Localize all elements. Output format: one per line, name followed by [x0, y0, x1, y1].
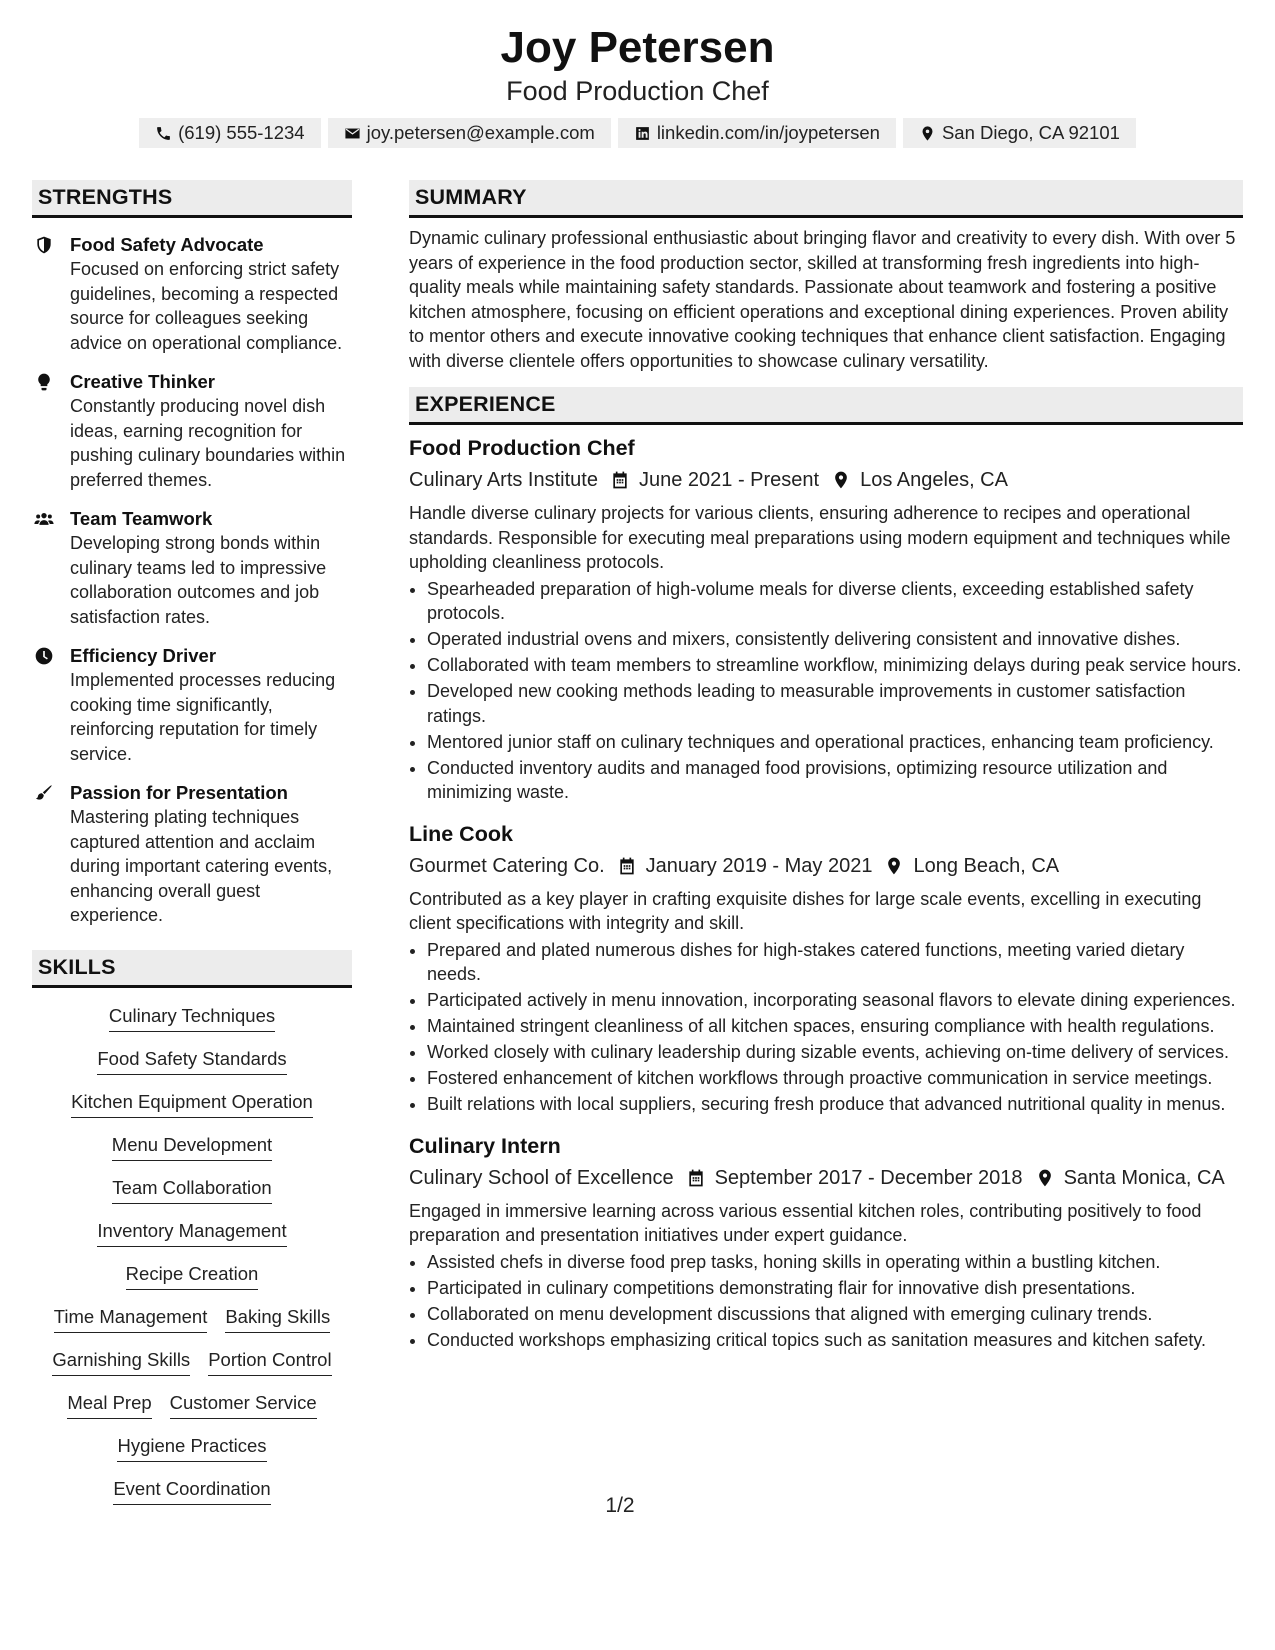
strength-title: Team Teamwork	[70, 508, 213, 529]
job-meta	[409, 1163, 1243, 1193]
strength-title: Passion for Presentation	[70, 782, 288, 803]
contact-phone[interactable]	[139, 118, 321, 148]
skill-tag: Team Collaboration	[112, 1176, 271, 1204]
map-pin-icon	[831, 470, 851, 490]
strength-text: Developing strong bonds within culinary teams led to impressive collaboration outcomes and job satisfaction rates.	[70, 533, 327, 627]
strength-item	[32, 369, 352, 492]
contact-phone-text: (619) 555-1234	[178, 122, 305, 143]
skill-tag: Time Management	[54, 1305, 208, 1333]
strength-item	[32, 643, 352, 766]
list-item: • Collaborated on menu development discussions that aligned with emerging culinary trends.	[427, 1302, 1243, 1327]
skill-tag: Portion Control	[208, 1348, 331, 1376]
job-entry	[409, 1131, 1243, 1353]
job-bullets	[409, 1250, 1243, 1353]
strength-text: Mastering plating techniques captured attention and acclaim during important catering events, enhancing overall guest experience.	[70, 807, 333, 925]
job-title: Line Cook	[409, 821, 513, 846]
job-company: Culinary School of Excellence	[409, 1166, 674, 1189]
skill-tag: Baking Skills	[225, 1305, 330, 1333]
skill-tag: Garnishing Skills	[52, 1348, 190, 1376]
strengths-heading: STRENGTHS	[32, 180, 352, 218]
calendar-icon	[610, 470, 630, 490]
right-column	[409, 180, 1243, 1354]
job-entry	[409, 433, 1243, 805]
job-bullets	[409, 938, 1243, 1117]
job-title: Food Production Chef	[409, 436, 635, 460]
strength-title: Food Safety Advocate	[70, 234, 264, 255]
resume-header	[0, 22, 1275, 148]
map-pin-icon	[1035, 1168, 1055, 1188]
linkedin-icon	[634, 125, 651, 142]
job-location: Long Beach, CA	[913, 854, 1060, 877]
job-bullets	[409, 577, 1243, 805]
skills-list	[32, 1004, 352, 1505]
contact-location	[903, 118, 1136, 148]
list-item: • Assisted chefs in diverse food prep tasks, honing skills in operating within a bustling kitchen.	[427, 1250, 1243, 1275]
phone-icon	[155, 125, 172, 142]
strength-item	[32, 780, 352, 928]
skill-tag: Meal Prep	[67, 1391, 151, 1419]
map-pin-icon	[884, 856, 904, 876]
skill-tag: Kitchen Equipment Operation	[71, 1090, 313, 1118]
contact-location-text: San Diego, CA 92101	[941, 122, 1120, 143]
calendar-icon	[686, 1168, 706, 1188]
list-item: • Fostered enhancement of kitchen workflows through proactive communication in service meetings.	[427, 1066, 1243, 1091]
lightbulb-icon	[34, 372, 54, 392]
skill-tag: Recipe Creation	[126, 1262, 259, 1290]
list-item: • Conducted inventory audits and managed food provisions, optimizing resource utilization and minimizing waste.	[427, 756, 1243, 805]
users-icon	[34, 509, 54, 529]
list-item: • Prepared and plated numerous dishes for high-stakes catered functions, meeting varied dietary needs.	[427, 938, 1243, 987]
job-description: Engaged in immersive learning across various essential kitchen roles, contributing positively to food preparation and presentation initiatives under expert guidance.	[409, 1200, 1202, 1245]
experience-heading: EXPERIENCE	[409, 387, 1243, 425]
skill-tag: Culinary Techniques	[109, 1004, 275, 1032]
job-dates: June 2021 - Present	[638, 469, 820, 491]
skill-tag: Food Safety Standards	[97, 1047, 286, 1075]
job-company: Gourmet Catering Co.	[409, 854, 605, 877]
job-title: Culinary Intern	[409, 1133, 561, 1158]
page-indicator: 1/2	[605, 1494, 635, 1517]
job-dates: September 2017 - December 2018	[714, 1166, 1023, 1189]
contact-email[interactable]	[328, 118, 611, 148]
contact-linkedin-text: linkedin.com/in/joypetersen	[656, 122, 880, 143]
list-item: • Conducted workshops emphasizing critical topics such as sanitation measures and kitchen safety.	[427, 1328, 1243, 1353]
envelope-icon	[344, 125, 361, 142]
paintbrush-icon	[34, 783, 54, 803]
summary-text: Dynamic culinary professional enthusiastic about bringing flavor and creativity to every dish. With over 5 years of experience in the food production sector, skilled at transforming fresh ingredients into high-quality meals while maintaining safety standards. Passionate about teamwork and fostering a positive kitchen atmosphere, focusing on efficient operations and exceptional dining experiences. Proven ability to mentor others and execute innovative cooking techniques that enhance client satisfaction. Engaging with diverse clientele offers opportunities to showcase culinary versatility.	[409, 228, 1236, 371]
job-dates: January 2019 - May 2021	[645, 854, 873, 877]
skill-tag: Event Coordination	[113, 1477, 270, 1505]
strength-item	[32, 232, 352, 355]
job-description: Handle diverse culinary projects for various clients, ensuring adherence to recipes and operational standards. Responsible for executing meal preparations using modern equipment and techniques while upholding cleanliness protocols.	[409, 503, 1231, 572]
skill-tag: Menu Development	[112, 1133, 272, 1161]
job-meta	[409, 465, 1243, 495]
contact-email-text: joy.petersen@example.com	[366, 122, 595, 143]
list-item: • Mentored junior staff on culinary techniques and operational practices, enhancing team proficiency.	[427, 730, 1243, 755]
list-item: • Built relations with local suppliers, securing fresh produce that advanced nutritional quality in menus.	[427, 1092, 1243, 1117]
list-item: • Developed new cooking methods leading to measurable improvements in customer satisfaction ratings.	[427, 679, 1243, 728]
skill-tag: Customer Service	[170, 1391, 317, 1419]
strength-title: Efficiency Driver	[70, 645, 217, 666]
skills-heading: SKILLS	[32, 950, 352, 988]
job-location: Los Angeles, CA	[860, 469, 1008, 491]
list-item: • Maintained stringent cleanliness of all kitchen spaces, ensuring compliance with health regulations.	[427, 1014, 1243, 1039]
list-item: • Spearheaded preparation of high-volume meals for diverse clients, exceeding established safety protocols.	[427, 577, 1243, 626]
job-description: Contributed as a key player in crafting exquisite dishes for large scale events, excelling in executing client specifications with integrity and skill.	[409, 888, 1202, 933]
list-item: • Participated in culinary competitions demonstrating flair for innovative dish presentations.	[427, 1276, 1243, 1301]
clock-icon	[34, 646, 54, 666]
strength-text: Focused on enforcing strict safety guidelines, becoming a respected source for colleagues seeking advice on operational compliance.	[70, 259, 343, 353]
map-pin-icon	[919, 125, 936, 142]
list-item: • Operated industrial ovens and mixers, consistently delivering consistent and innovative dishes.	[427, 627, 1243, 652]
list-item: • Participated actively in menu innovation, incorporating seasonal flavors to elevate dining experiences.	[427, 988, 1243, 1013]
contact-bar	[0, 118, 1275, 148]
candidate-name: Joy Petersen	[500, 23, 775, 72]
skill-tag: Inventory Management	[97, 1219, 286, 1247]
left-column	[32, 180, 352, 1505]
list-item: • Collaborated with team members to streamline workflow, minimizing delays during peak service hours.	[427, 653, 1243, 678]
contact-linkedin[interactable]	[618, 118, 896, 148]
calendar-icon	[617, 856, 637, 876]
strength-title: Creative Thinker	[70, 371, 215, 392]
strength-text: Implemented processes reducing cooking time significantly, reinforcing reputation for timely service.	[70, 670, 336, 764]
job-location: Santa Monica, CA	[1063, 1166, 1225, 1189]
skill-tag: Hygiene Practices	[117, 1434, 266, 1462]
shield-icon	[34, 235, 54, 255]
candidate-title: Food Production Chef	[506, 76, 769, 106]
job-meta	[409, 851, 1243, 881]
strength-text: Constantly producing novel dish ideas, earning recognition for pushing culinary boundaries within preferred themes.	[70, 396, 346, 490]
job-company: Culinary Arts Institute	[409, 469, 598, 491]
list-item: • Worked closely with culinary leadership during sizable events, achieving on-time delivery of services.	[427, 1040, 1243, 1065]
strength-item	[32, 506, 352, 629]
summary-heading: SUMMARY	[409, 180, 1243, 218]
job-entry	[409, 819, 1243, 1117]
